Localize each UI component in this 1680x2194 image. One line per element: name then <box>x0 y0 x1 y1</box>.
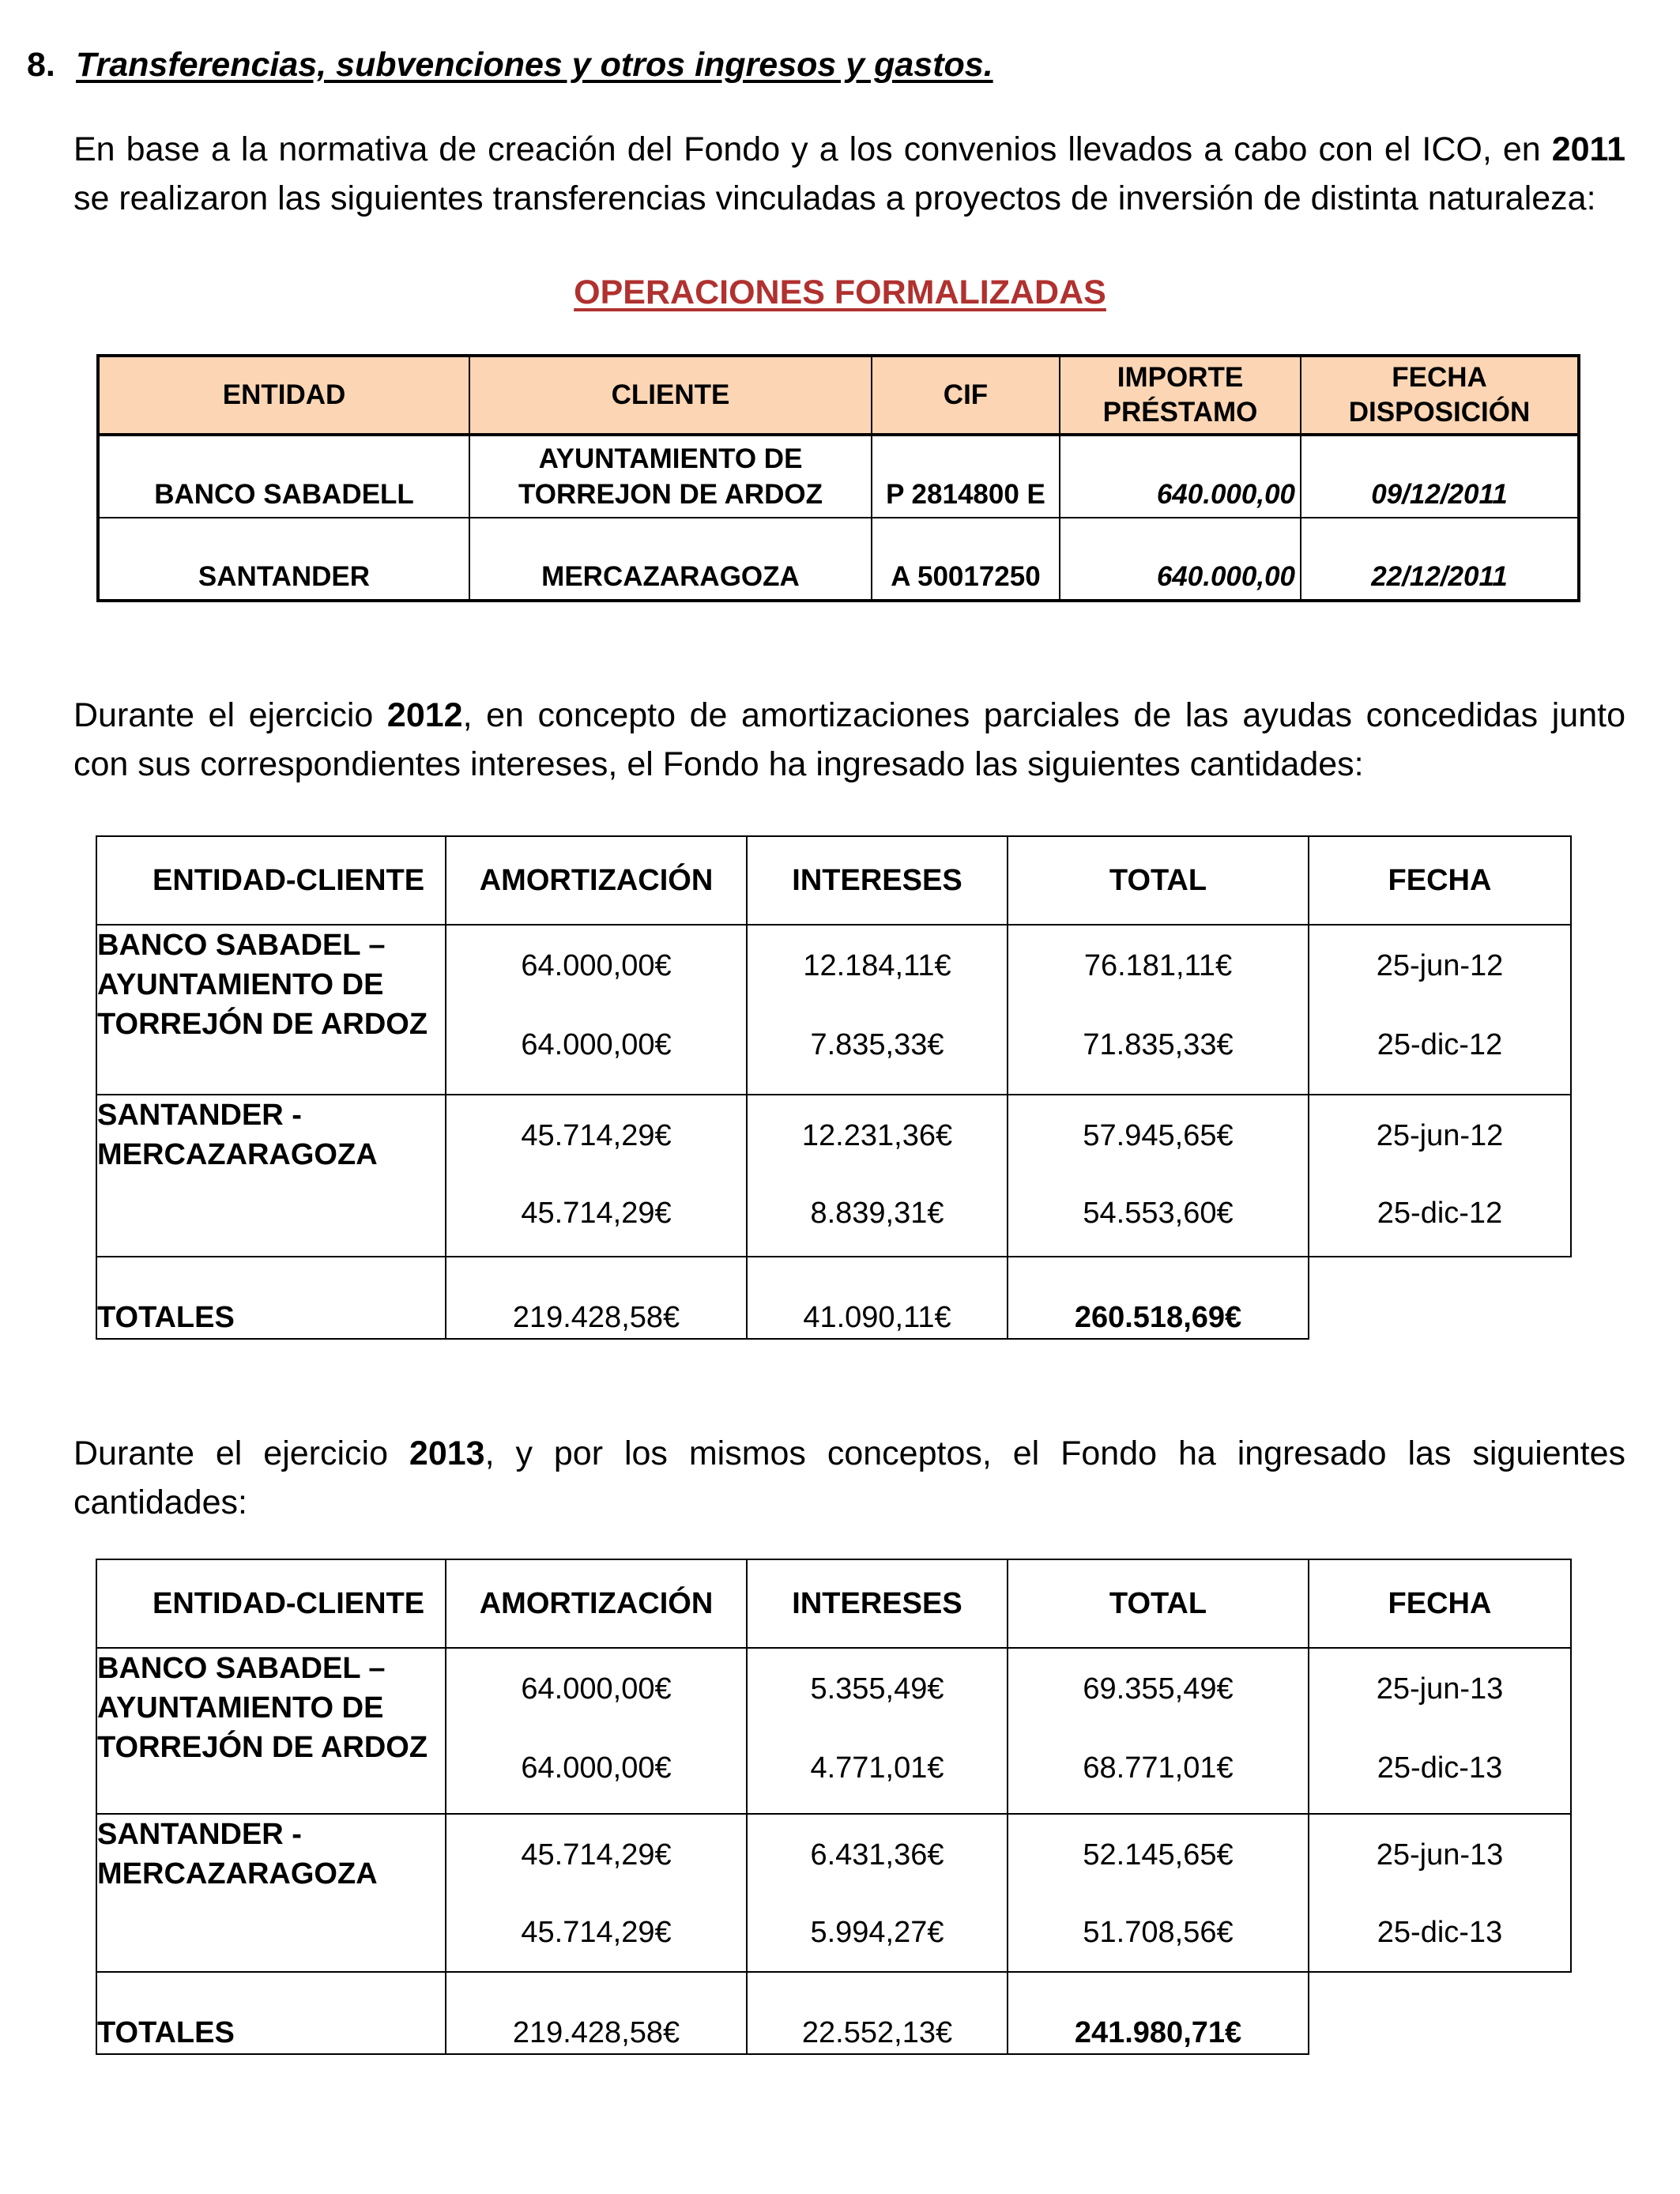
operations-header-row <box>98 356 1579 435</box>
col-total: TOTAL <box>1008 1559 1309 1648</box>
cell-entidad-cliente: SANTANDER - MERCAZARAGOZA <box>96 1095 446 1257</box>
totals-row <box>96 1972 1571 2054</box>
intro-year: 2011 <box>1551 130 1625 168</box>
col-entidad-cliente: ENTIDAD-CLIENTE <box>96 1559 446 1648</box>
totals-amortizacion: 219.428,58€ <box>446 1257 747 1339</box>
totals-total: 260.518,69€ <box>1008 1257 1309 1339</box>
table-row <box>98 435 1579 518</box>
totals-empty <box>1309 1972 1571 2054</box>
col-amortizacion: AMORTIZACIÓN <box>446 836 747 925</box>
cell-fecha: 25-jun-12 25-dic-12 <box>1309 1095 1571 1257</box>
cell-intereses: 12.231,36€ 8.839,31€ <box>747 1095 1008 1257</box>
cell-intereses: 6.431,36€ 5.994,27€ <box>747 1814 1008 1972</box>
table-header-row <box>96 1559 1571 1648</box>
cell-intereses: 12.184,11€ 7.835,33€ <box>747 925 1008 1095</box>
totals-total: 241.980,71€ <box>1008 1972 1309 2054</box>
totals-intereses: 22.552,13€ <box>747 1972 1008 2054</box>
table-row <box>96 1648 1571 1814</box>
totals-label: TOTALES <box>96 1257 446 1339</box>
cell-fecha: 22/12/2011 <box>1301 518 1579 601</box>
cell-amortizacion: 45.714,29€ 45.714,29€ <box>446 1814 747 1972</box>
table-2013 <box>96 1559 1572 2055</box>
col-fecha: FECHA <box>1309 1559 1571 1648</box>
intro-paragraph <box>73 125 1625 223</box>
col-fecha: FECHA <box>1309 836 1571 925</box>
operations-table <box>96 354 1580 602</box>
col-importe: IMPORTE PRÉSTAMO <box>1060 356 1301 435</box>
cell-cliente: AYUNTAMIENTO DE TORREJON DE ARDOZ <box>469 435 872 518</box>
table-row <box>96 925 1571 1095</box>
intro-text-b: se realizaron las siguientes transferencias vinculadas a proyectos de inversión de distinta naturaleza: <box>73 179 1596 217</box>
cell-amortizacion: 64.000,00€ 64.000,00€ <box>446 1648 747 1814</box>
cell-cliente: MERCAZARAGOZA <box>469 518 872 601</box>
section-heading <box>27 46 993 85</box>
totals-label: TOTALES <box>96 1972 446 2054</box>
totals-intereses: 41.090,11€ <box>747 1257 1008 1339</box>
cell-importe: 640.000,00 <box>1060 435 1301 518</box>
cell-fecha: 09/12/2011 <box>1301 435 1579 518</box>
cell-total: 57.945,65€ 54.553,60€ <box>1008 1095 1309 1257</box>
table-header-row <box>96 836 1571 925</box>
table-row <box>96 1814 1571 1972</box>
cell-intereses: 5.355,49€ 4.771,01€ <box>747 1648 1008 1814</box>
totals-row <box>96 1257 1571 1339</box>
col-total: TOTAL <box>1008 836 1309 925</box>
totals-amortizacion: 219.428,58€ <box>446 1972 747 2054</box>
cell-amortizacion: 45.714,29€ 45.714,29€ <box>446 1095 747 1257</box>
section-number: 8. <box>27 46 55 84</box>
cell-cif: P 2814800 E <box>872 435 1060 518</box>
year-2013: 2013 <box>409 1434 485 1472</box>
cell-cif: A 50017250 <box>872 518 1060 601</box>
cell-total: 52.145,65€ 51.708,56€ <box>1008 1814 1309 1972</box>
cell-fecha: 25-jun-13 25-dic-13 <box>1309 1648 1571 1814</box>
col-amortizacion: AMORTIZACIÓN <box>446 1559 747 1648</box>
col-intereses: INTERESES <box>747 836 1008 925</box>
cell-fecha: 25-jun-13 25-dic-13 <box>1309 1814 1571 1972</box>
totals-empty <box>1309 1257 1571 1339</box>
table-2012 <box>96 835 1572 1340</box>
cell-entidad-cliente: SANTANDER - MERCAZARAGOZA <box>96 1814 446 1972</box>
cell-amortizacion: 64.000,00€ 64.000,00€ <box>446 925 747 1095</box>
table-row <box>98 518 1579 601</box>
col-cliente: CLIENTE <box>469 356 872 435</box>
cell-fecha: 25-jun-12 25-dic-12 <box>1309 925 1571 1095</box>
cell-entidad-cliente: BANCO SABADEL – AYUNTAMIENTO DE TORREJÓN DE ARDOZ <box>96 1648 446 1814</box>
intro-text-a: En base a la normativa de creación del Fondo y a los convenios llevados a cabo con el ICO, en <box>73 130 1552 168</box>
cell-entidad-cliente: BANCO SABADEL – AYUNTAMIENTO DE TORREJÓN DE ARDOZ <box>96 925 446 1095</box>
operations-title: OPERACIONES FORMALIZADAS <box>574 273 1106 311</box>
cell-entidad: SANTANDER <box>98 518 469 601</box>
paragraph-2013: Durante el ejercicio 2013, y por los mismos conceptos, el Fondo ha ingresado las siguientes cantidades: <box>73 1434 1625 1521</box>
col-fecha: FECHA DISPOSICIÓN <box>1301 356 1579 435</box>
col-intereses: INTERESES <box>747 1559 1008 1648</box>
year-2012: 2012 <box>386 696 463 734</box>
paragraph-2012: Durante el ejercicio 2012, en concepto de amortizaciones parciales de las ayudas concedidas junto con sus correspondientes intereses, el Fondo ha ingresado las siguientes cantidades: <box>73 696 1625 783</box>
col-cif: CIF <box>872 356 1060 435</box>
cell-total: 76.181,11€ 71.835,33€ <box>1008 925 1309 1095</box>
cell-entidad: BANCO SABADELL <box>98 435 469 518</box>
col-entidad-cliente: ENTIDAD-CLIENTE <box>96 836 446 925</box>
table-row <box>96 1095 1571 1257</box>
cell-importe: 640.000,00 <box>1060 518 1301 601</box>
section-title: Transferencias, subvenciones y otros ingresos y gastos. <box>76 46 993 84</box>
col-entidad: ENTIDAD <box>98 356 469 435</box>
cell-total: 69.355,49€ 68.771,01€ <box>1008 1648 1309 1814</box>
